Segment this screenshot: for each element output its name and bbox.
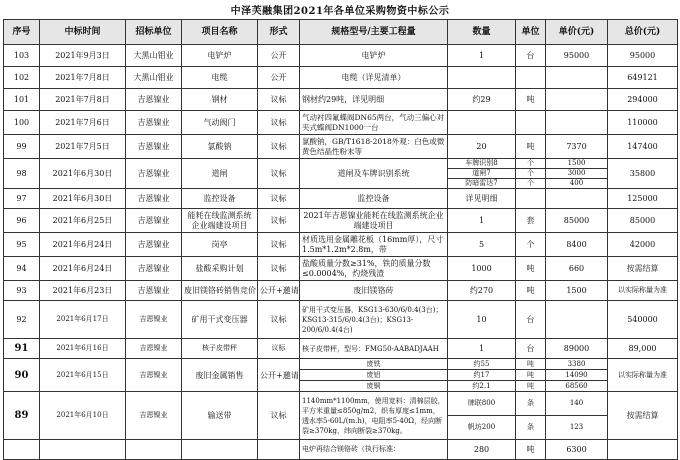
cell-form: 公开 <box>258 45 300 67</box>
bid-table <box>3 19 678 460</box>
cell-no: 94 <box>4 257 40 281</box>
cell-total: 35800 <box>608 159 678 189</box>
cell-price <box>546 67 608 89</box>
table-row <box>4 257 678 281</box>
cell-price <box>546 301 608 339</box>
cell-total: 540000 <box>608 301 678 339</box>
cell-spec: 废旧镁铬砖 <box>300 281 448 301</box>
cell-unit: 吉恩镍业 <box>126 135 182 159</box>
cell-no: 103 <box>4 45 40 67</box>
cell-no: 96 <box>4 209 40 233</box>
cell-unit: 吉恩镍业 <box>126 257 182 281</box>
cell-date: 2021年7月8日 <box>40 67 126 89</box>
cell-form: 议标 <box>258 392 300 440</box>
header-cell: 项目名称 <box>182 20 258 45</box>
cell-sub-price: 1500 <box>546 159 608 169</box>
cell-price: 7370 <box>546 135 608 159</box>
cell-no: 89 <box>4 392 40 440</box>
cell-unit: 吉恩镍业 <box>126 189 182 209</box>
cell-unit: 吉恩镍业 <box>126 339 182 359</box>
cell-spec: 电缆（详见清单） <box>300 67 448 89</box>
cell-price: 85000 <box>546 209 608 233</box>
cell-unit: 吉恩镍业 <box>126 159 182 189</box>
cell-price <box>546 111 608 135</box>
cell-sub-qty: 约55 <box>448 359 516 370</box>
cell-name: 气动阀门 <box>182 111 258 135</box>
cell-form <box>258 440 300 460</box>
cell-total: 89,000 <box>608 339 678 359</box>
cell-uom: 吨 <box>516 257 546 281</box>
cell-sub-price: 3000 <box>546 169 608 179</box>
cell-name: 输送带 <box>182 392 258 440</box>
cell-no: 90 <box>4 359 40 392</box>
table-row <box>4 339 678 359</box>
cell-qty: 1 <box>448 45 516 67</box>
cell-form: 议标 <box>258 301 300 339</box>
cell-sub-qty: 约17 <box>448 370 516 381</box>
header-cell: 总价(元) <box>608 20 678 45</box>
cell-spec: 核子皮带秤，型号：FMG50-AABADJAAH <box>300 339 448 359</box>
cell-name: 废旧镁铬砖销售竞价 <box>182 281 258 301</box>
cell-price <box>546 189 608 209</box>
cell-price: 1500 <box>546 281 608 301</box>
cell-no: 91 <box>4 339 40 359</box>
cell-name: 监控设备 <box>182 189 258 209</box>
cell-unit: 吉恩镍业 <box>126 111 182 135</box>
cell-uom <box>516 189 546 209</box>
cell-no: 92 <box>4 301 40 339</box>
header-cell: 单位 <box>516 20 546 45</box>
cell-unit: 大黑山钼业 <box>126 67 182 89</box>
cell-sub-price: 140 <box>546 392 608 416</box>
cell-uom: 吨 <box>516 281 546 301</box>
cell-total <box>608 440 678 460</box>
cell-name: 矿用干式变压器 <box>182 301 258 339</box>
cell-sub-item: 废铝 <box>300 370 448 381</box>
cell-no <box>4 440 40 460</box>
cell-uom <box>516 111 546 135</box>
cell-total: 110000 <box>608 111 678 135</box>
cell-name: 核子皮带秤 <box>182 339 258 359</box>
cell-sub-item: 帆坊200 <box>448 416 516 440</box>
cell-price: 660 <box>546 257 608 281</box>
cell-date: 2021年6月24日 <box>40 233 126 257</box>
cell-sub-item: 防暗雷达7 <box>448 179 516 189</box>
cell-total: 85000 <box>608 209 678 233</box>
cell-name: 能耗在线监测系统企业端建设项目 <box>182 209 258 233</box>
cell-date: 2021年6月15日 <box>40 359 126 392</box>
cell-uom: 吨 <box>516 135 546 159</box>
cell-spec: 盐酸质量分数≥31%，铁的质量分数≤0.0004%，灼烧残渣 <box>300 257 448 281</box>
table-row <box>4 135 678 159</box>
header-cell: 中标时间 <box>40 20 126 45</box>
cell-name: 电铲炉 <box>182 45 258 67</box>
cell-total: 以实际称量为准 <box>608 281 678 301</box>
cell-spec: 钢材约29吨，详见明细 <box>300 89 448 111</box>
cell-form: 公开+邀请 <box>258 281 300 301</box>
cell-name: 废旧金属销售 <box>182 359 258 392</box>
cell-no: 95 <box>4 233 40 257</box>
table-row <box>4 67 678 89</box>
cell-no: 102 <box>4 67 40 89</box>
cell-date: 2021年6月16日 <box>40 339 126 359</box>
cell-qty: 1 <box>448 209 516 233</box>
cell-no: 93 <box>4 281 40 301</box>
cell-date: 2021年7月6日 <box>40 111 126 135</box>
cell-spec: 1140mm*1100mm，使用宽料：清棉层胶，平方米重量≤850g/m2，织布厚度≤1mm，透水率5-60L/(m.h)，电阻率5-40Ω，经向断裂≥370kg，纬向断裂≥370kg。 <box>300 392 448 440</box>
cell-name: 电缆 <box>182 67 258 89</box>
header-cell: 形式 <box>258 20 300 45</box>
cell-sub-price: 123 <box>546 416 608 440</box>
cell-uom: 套 <box>516 209 546 233</box>
cell-form: 公开+邀请 <box>258 359 300 392</box>
cell-name: 道闸 <box>182 159 258 189</box>
table-row <box>4 281 678 301</box>
cell-unit: 吉恩镍业 <box>126 281 182 301</box>
cell-qty <box>448 111 516 135</box>
cell-qty: 1000 <box>448 257 516 281</box>
cell-spec: 氯酸钠，GB/T1618-2018外观：白色或微黄色结晶性粉末等 <box>300 135 448 159</box>
header-cell: 序号 <box>4 20 40 45</box>
cell-date: 2021年6月24日 <box>40 257 126 281</box>
table-row <box>4 189 678 209</box>
cell-name: 岗亭 <box>182 233 258 257</box>
cell-date: 2021年7月8日 <box>40 89 126 111</box>
cell-total: 以实际称量为准 <box>608 359 678 392</box>
cell-form: 议标 <box>258 209 300 233</box>
cell-uom: 个 <box>516 233 546 257</box>
cell-date: 2021年6月30日 <box>40 189 126 209</box>
cell-sub-item: 废铁 <box>300 359 448 370</box>
cell-date: 2021年6月25日 <box>40 209 126 233</box>
cell-total: 294000 <box>608 89 678 111</box>
cell-date: 2021年6月30日 <box>40 159 126 189</box>
cell-qty: 280 <box>448 440 516 460</box>
cell-qty: 1 <box>448 339 516 359</box>
header-cell: 数量 <box>448 20 516 45</box>
cell-date: 2021年6月23日 <box>40 281 126 301</box>
table-row <box>4 440 678 460</box>
cell-date: 2021年7月5日 <box>40 135 126 159</box>
cell-sub-price: 400 <box>546 179 608 189</box>
table-row <box>4 209 678 233</box>
cell-sub-item: 车牌识别8 <box>448 159 516 169</box>
cell-price: 6300 <box>546 440 608 460</box>
cell-sub-uom: 吨 <box>516 359 546 370</box>
header-row <box>4 20 678 45</box>
cell-sub-uom: 个 <box>516 159 546 169</box>
cell-form: 议标 <box>258 189 300 209</box>
page-title: 中泽芙融集团2021年各单位采购物资中标公示 <box>230 6 450 17</box>
cell-uom: 台 <box>516 339 546 359</box>
cell-spec: 电炉再结合镁铬砖（执行标准： <box>300 440 448 460</box>
cell-unit: 吉恩镍业 <box>126 89 182 111</box>
cell-price: 8400 <box>546 233 608 257</box>
cell-sub-price: 14090 <box>546 370 608 381</box>
cell-uom: 台 <box>516 301 546 339</box>
cell-spec: 电铲炉 <box>300 45 448 67</box>
header-cell: 规格型号/主要工程量 <box>300 20 448 45</box>
cell-total: 按需结算 <box>608 257 678 281</box>
cell-total: 42000 <box>608 233 678 257</box>
cell-date: 2021年6月10日 <box>40 392 126 440</box>
cell-date: 2021年9月3日 <box>40 45 126 67</box>
cell-total: 95000 <box>608 45 678 67</box>
cell-sub-item: 废铜 <box>300 381 448 392</box>
cell-no: 98 <box>4 159 40 189</box>
cell-date <box>40 440 126 460</box>
table-row <box>4 233 678 257</box>
cell-sub-uom: 吨 <box>516 370 546 381</box>
cell-spec: 材质选用金属雕花板（16mm厚），尺寸1.5m*1.2m*2.8m，带 <box>300 233 448 257</box>
header-cell: 单价(元) <box>546 20 608 45</box>
cell-qty: 详见明细 <box>448 189 516 209</box>
cell-qty: 20 <box>448 135 516 159</box>
cell-sub-qty: 约2.1 <box>448 381 516 392</box>
cell-uom <box>516 67 546 89</box>
cell-form: 议标 <box>258 89 300 111</box>
cell-qty <box>448 67 516 89</box>
cell-price: 95000 <box>546 45 608 67</box>
cell-qty: 10 <box>448 301 516 339</box>
cell-uom: 吨 <box>516 89 546 111</box>
cell-uom: 吨 <box>516 440 546 460</box>
cell-unit: 吉恩镍业 <box>126 209 182 233</box>
cell-total: 按需结算 <box>608 392 678 440</box>
cell-uom: 台 <box>516 45 546 67</box>
cell-sub-uom: 个 <box>516 179 546 189</box>
cell-spec: 2021年吉恩镍业能耗在线监测系统企业端建设项目 <box>300 209 448 233</box>
cell-total: 125000 <box>608 189 678 209</box>
cell-total: 649121 <box>608 67 678 89</box>
cell-price <box>546 89 608 111</box>
cell-sub-price: 3380 <box>546 359 608 370</box>
cell-no: 99 <box>4 135 40 159</box>
cell-unit: 吉恩镍业 <box>126 301 182 339</box>
cell-sub-uom: 条 <box>516 416 546 440</box>
cell-spec: 矿用干式变压器，KSG13-630/6/0.4(3台)；KSG13-315/6/0.4(3台)；KSG13-200/6/0.4(4台) <box>300 301 448 339</box>
table-row <box>4 392 678 416</box>
cell-no: 97 <box>4 189 40 209</box>
table-row <box>4 301 678 339</box>
cell-no: 100 <box>4 111 40 135</box>
cell-form: 议标 <box>258 233 300 257</box>
cell-name: 钢材 <box>182 89 258 111</box>
cell-form: 议标 <box>258 159 300 189</box>
cell-date: 2021年6月17日 <box>40 301 126 339</box>
cell-qty: 约29 <box>448 89 516 111</box>
cell-form: 议标 <box>258 257 300 281</box>
cell-unit: 吉恩镍业 <box>126 359 182 392</box>
cell-sub-uom: 条 <box>516 392 546 416</box>
table-row <box>4 359 678 370</box>
cell-sub-uom: 个 <box>516 169 546 179</box>
cell-form: 议标 <box>258 339 300 359</box>
cell-total: 147400 <box>608 135 678 159</box>
cell-qty: 约270 <box>448 281 516 301</box>
cell-spec: 气动衬四氟蝶阀DN65两台，气动三偏心对夹式蝶阀DN1000一台 <box>300 111 448 135</box>
cell-form: 议标 <box>258 111 300 135</box>
cell-sub-item: 牌联800 <box>448 392 516 416</box>
cell-form: 公开 <box>258 67 300 89</box>
cell-unit: 吉恩镍业 <box>126 233 182 257</box>
table-row <box>4 159 678 169</box>
cell-name: 盐酸采购计划 <box>182 257 258 281</box>
cell-unit <box>126 440 182 460</box>
cell-spec: 监控设备 <box>300 189 448 209</box>
cell-name: 氯酸钠 <box>182 135 258 159</box>
cell-qty: 5 <box>448 233 516 257</box>
cell-no: 101 <box>4 89 40 111</box>
cell-price: 89000 <box>546 339 608 359</box>
cell-spec: 道闸及车牌识别系统 <box>300 159 448 189</box>
table-row <box>4 89 678 111</box>
cell-unit: 大黑山钼业 <box>126 45 182 67</box>
cell-sub-price: 68560 <box>546 381 608 392</box>
cell-sub-uom: 吨 <box>516 381 546 392</box>
cell-form: 议标 <box>258 135 300 159</box>
cell-unit: 吉恩镍业 <box>126 392 182 440</box>
table-row <box>4 111 678 135</box>
header-cell: 招标单位 <box>126 20 182 45</box>
table-row <box>4 45 678 67</box>
cell-sub-item: 道闸7 <box>448 169 516 179</box>
cell-name <box>182 440 258 460</box>
